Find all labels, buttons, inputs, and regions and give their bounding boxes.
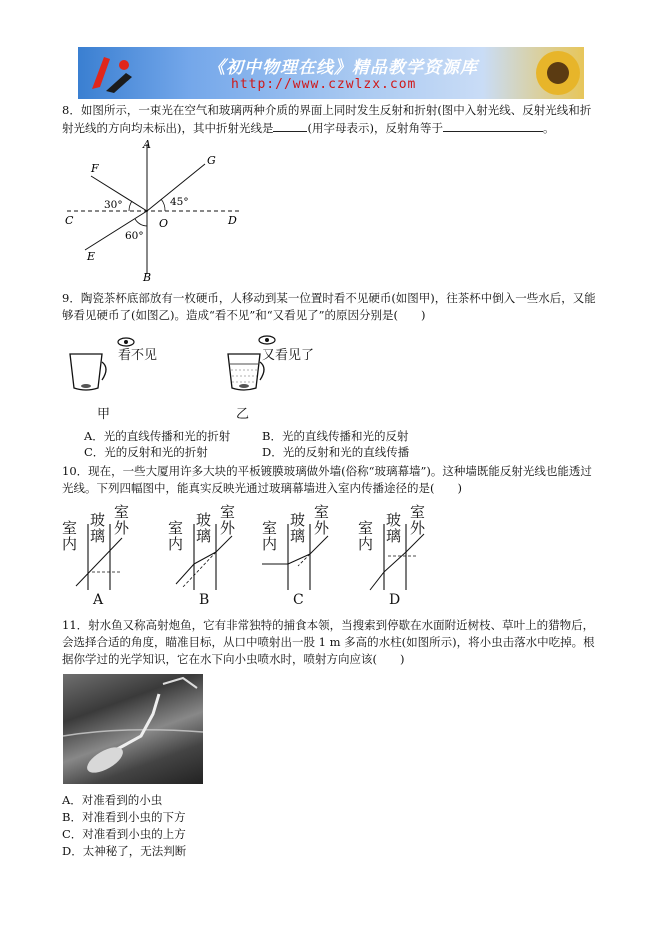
header-banner: [78, 47, 584, 99]
indoor-label-d: 室内: [358, 519, 374, 553]
q8-line2-c: 。: [542, 121, 555, 135]
q9-option-c[interactable]: C．光的反射和光的折射: [84, 445, 208, 459]
q8-blank-angle[interactable]: [443, 119, 543, 132]
q11-option-a[interactable]: A．对准看到的小虫: [62, 793, 163, 807]
q8-line2: [62, 119, 554, 136]
cup1-label: 甲: [97, 407, 111, 422]
site-logo: [86, 51, 146, 95]
q8-line2-b: (用字母表示)，反射角等于: [307, 121, 443, 135]
sunflower-image: [528, 47, 584, 99]
coin-icon: [81, 384, 91, 388]
label-E: E: [87, 250, 96, 263]
outdoor-label-c: 室外: [314, 503, 330, 537]
q10-figure-d[interactable]: [358, 502, 448, 610]
outdoor-label-b: 室外: [220, 503, 236, 537]
q10-label-c: C: [293, 592, 304, 608]
glass-label: 玻璃: [90, 511, 106, 545]
q10-figure-c[interactable]: [262, 502, 352, 610]
glass-label-c: 玻璃: [290, 511, 306, 545]
q8-ray-diagram: [55, 138, 255, 283]
outdoor-label-d: 室外: [410, 503, 426, 537]
q11-line1: 11．射水鱼又称高射炮鱼，它有非常独特的捕食本领，当搜索到停歇在水面附近树枝、草叶上的猎物后，: [62, 618, 595, 632]
q10-line2: 光线。下列四幅图中，能真实反映光通过玻璃幕墙进入室内传播途径的是( ): [62, 481, 462, 495]
label-C: C: [65, 214, 74, 227]
q10-label-a: A: [93, 592, 104, 608]
q8-line1: 8．如图所示，一束光在空气和玻璃两种介质的界面上同时发生反射和折射(图中入射光线、反射光线和折: [62, 103, 592, 117]
q11-option-c[interactable]: C．对准看到小虫的上方: [62, 827, 186, 841]
indoor-label: 室内: [62, 519, 78, 553]
label-F: F: [91, 162, 99, 175]
q11-line3: 据你学过的光学知识，它在水下向小虫喷水时，喷射方向应该( ): [62, 652, 405, 666]
q10-figure-b[interactable]: [168, 502, 258, 610]
q10-line1: 10．现在，一些大厦用许多大块的平板镀膜玻璃做外墙(俗称“玻璃幕墙”)。这种墙既能反射光线也能透过: [62, 464, 592, 478]
angle-45: 45°: [170, 196, 189, 208]
banner-url: http://www.czwlzx.com: [231, 77, 417, 92]
cup1-caption: 看不见: [118, 348, 158, 363]
label-O: O: [159, 217, 169, 230]
label-A: A: [143, 138, 151, 151]
cup2-label: 乙: [236, 407, 250, 422]
q10-figure-a[interactable]: [62, 502, 152, 610]
cup2-caption: 又看见了: [262, 348, 315, 363]
q8-line2-a: 射光线的方向均未标出)，其中折射光线是: [62, 121, 274, 135]
angle-30: 30°: [104, 199, 123, 211]
indoor-label-b: 室内: [168, 519, 184, 553]
coin-icon-2: [239, 384, 249, 388]
q8-blank-refracted[interactable]: [273, 119, 307, 132]
q10-label-b: B: [199, 592, 210, 608]
archerfish-photo: [63, 674, 203, 784]
outdoor-label: 室外: [114, 503, 130, 537]
q11-line2: 会选择合适的角度，瞄准目标，从口中喷射出一股 1 m 多高的水柱(如图所示)，将小虫击落水中吃掉。根: [62, 635, 595, 649]
label-B: B: [143, 271, 152, 283]
q9-line1: 9．陶瓷茶杯底部放有一枚硬币，人移动到某一位置时看不见硬币(如图甲)，往茶杯中倒入一些水后，又能: [62, 291, 596, 305]
q11-option-d[interactable]: D．太神秘了，无法判断: [62, 844, 187, 858]
label-D: D: [228, 214, 237, 227]
angle-60: 60°: [125, 230, 144, 242]
q9-option-a[interactable]: A．光的直线传播和光的折射: [84, 429, 231, 443]
q10-label-d: D: [389, 592, 401, 608]
q9-line2: 够看见硬币了(如图乙)。造成“看不见”和“又看见了”的原因分别是( ): [62, 308, 426, 322]
q11-option-b[interactable]: B．对准看到小虫的下方: [62, 810, 186, 824]
indoor-label-c: 室内: [262, 519, 278, 553]
q9-option-b[interactable]: B．光的直线传播和光的反射: [262, 429, 409, 443]
label-G: G: [207, 154, 216, 167]
glass-label-b: 玻璃: [196, 511, 212, 545]
glass-label-d: 玻璃: [386, 511, 402, 545]
banner-title: 《初中物理在线》精品教学资源库: [208, 58, 478, 78]
q9-option-d[interactable]: D．光的反射和光的直线传播: [262, 445, 410, 459]
